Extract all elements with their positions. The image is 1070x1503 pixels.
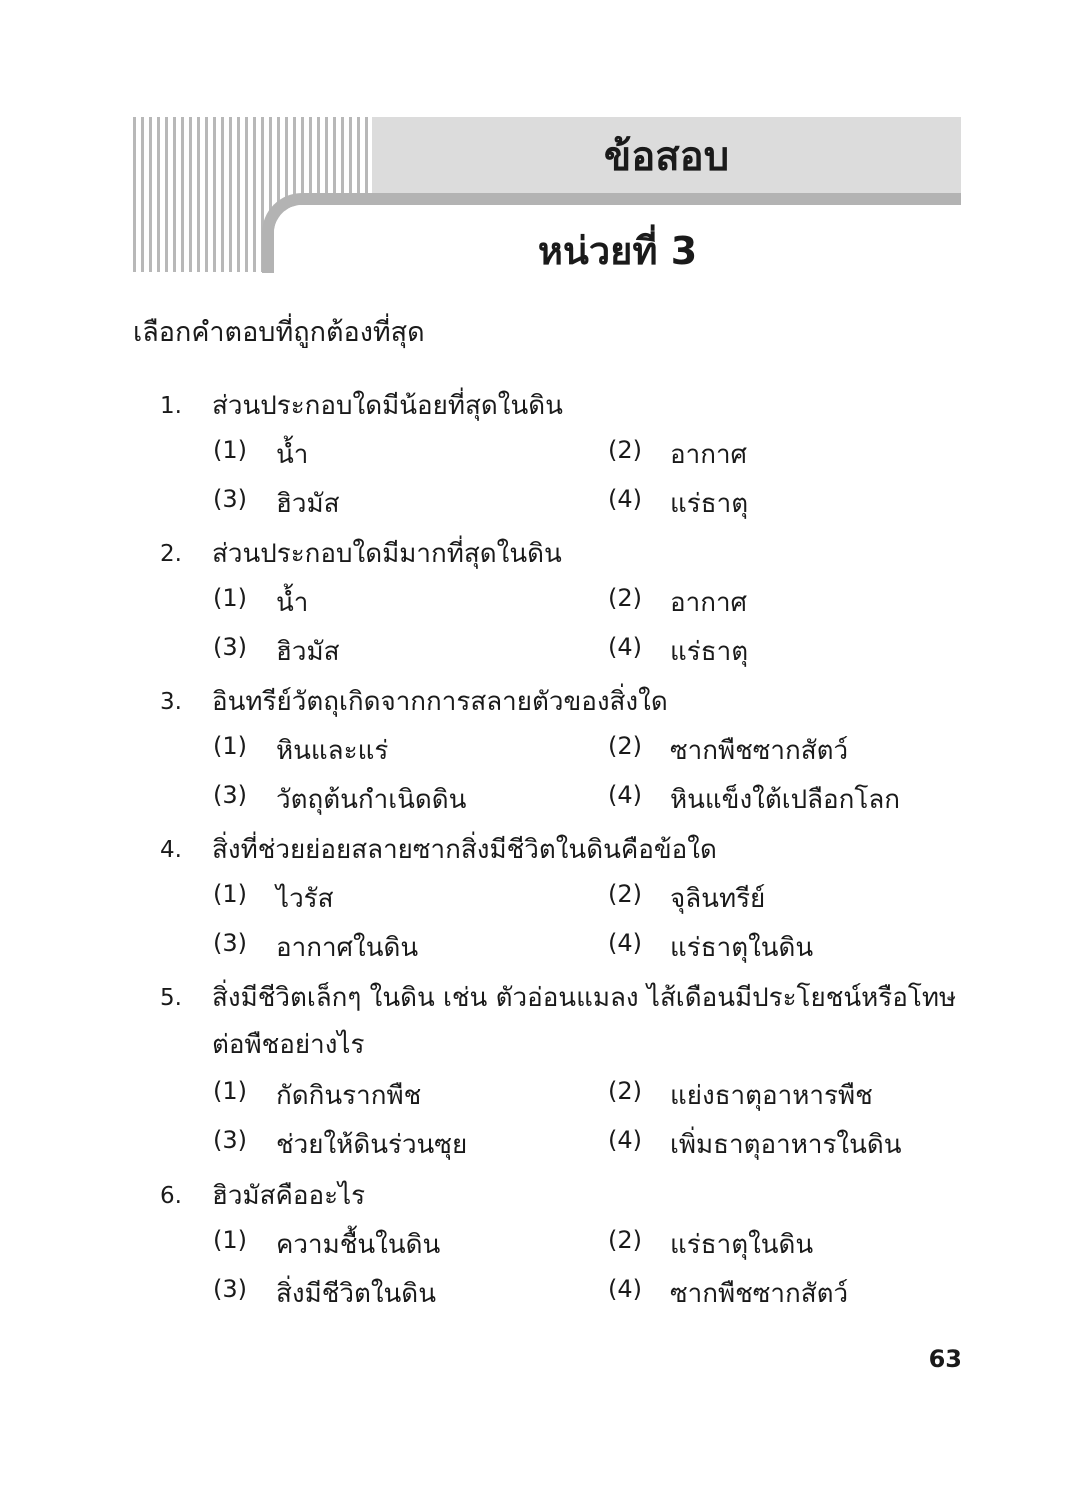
option-number: (2): [608, 1077, 642, 1105]
option-number: (4): [608, 781, 642, 809]
option-text: ฮิวมัส: [276, 489, 340, 519]
option-text: แร่ธาตุ: [670, 637, 749, 667]
unit-subtitle: หน่วยที่ 3: [537, 228, 698, 273]
question-text: สิ่งมีชีวิตเล็กๆ ในดิน เช่น ตัวอ่อนแมลง ไส้เดือนมีประโยชน์หรือโทษ: [212, 983, 957, 1013]
option-text: ช่วยให้ดินร่วนซุย: [276, 1130, 468, 1160]
question-text: อินทรีย์วัตถุเกิดจากการสลายตัวของสิ่งใด: [212, 687, 668, 717]
option-number: (1): [213, 732, 247, 760]
option-number: (4): [608, 1126, 642, 1154]
option-number: (2): [608, 732, 642, 760]
option-text: หินแข็งใต้เปลือกโลก: [670, 785, 901, 815]
option-number: (2): [608, 436, 642, 464]
option-number: (2): [608, 880, 642, 908]
option-text: แย่งธาตุอาหารพืช: [670, 1081, 873, 1111]
option-text: ซากพืชซากสัตว์: [670, 736, 849, 766]
option-number: (4): [608, 929, 642, 957]
option-text: น้ำ: [276, 588, 309, 618]
option-text: เพิ่มธาตุอาหารในดิน: [670, 1130, 902, 1160]
option-text: แร่ธาตุในดิน: [670, 1230, 814, 1260]
option-number: (4): [608, 1275, 642, 1303]
option-number: (3): [213, 633, 247, 661]
option-number: (3): [213, 1126, 247, 1154]
option-text: วัตถุต้นกำเนิดดิน: [276, 785, 467, 815]
option-number: (4): [608, 633, 642, 661]
question-number: 6.: [160, 1183, 182, 1209]
option-number: (3): [213, 929, 247, 957]
option-number: (3): [213, 485, 247, 513]
option-text: กัดกินรากพืช: [276, 1081, 422, 1111]
option-number: (1): [213, 436, 247, 464]
question-number: 3.: [160, 689, 182, 715]
question-text: ส่วนประกอบใดมีมากที่สุดในดิน: [212, 539, 562, 569]
option-text: อากาศในดิน: [276, 933, 419, 963]
option-number: (3): [213, 781, 247, 809]
option-number: (3): [213, 1275, 247, 1303]
option-number: (1): [213, 584, 247, 612]
option-number: (1): [213, 880, 247, 908]
question-number: 4.: [160, 837, 182, 863]
option-text: ไวรัส: [276, 884, 334, 914]
option-number: (1): [213, 1077, 247, 1105]
question-number: 2.: [160, 541, 182, 567]
option-number: (4): [608, 485, 642, 513]
option-text: อากาศ: [670, 440, 748, 470]
option-number: (2): [608, 1226, 642, 1254]
option-text: จุลินทรีย์: [670, 884, 766, 914]
question-text-continued: ต่อพืชอย่างไร: [212, 1030, 365, 1060]
option-text: แร่ธาตุ: [670, 489, 749, 519]
page-title: ข้อสอบ: [603, 134, 730, 180]
question-text: สิ่งที่ช่วยย่อยสลายซากสิ่งมีชีวิตในดินคือข้อใด: [212, 835, 717, 865]
option-text: ฮิวมัส: [276, 637, 340, 667]
option-text: ความชื้นในดิน: [276, 1230, 441, 1260]
option-text: หินและแร่: [276, 736, 389, 766]
instruction-text: เลือกคำตอบที่ถูกต้องที่สุด: [133, 317, 425, 348]
option-number: (2): [608, 584, 642, 612]
page-number: 63: [928, 1345, 962, 1373]
option-number: (1): [213, 1226, 247, 1254]
option-text: แร่ธาตุในดิน: [670, 933, 814, 963]
option-text: ซากพืชซากสัตว์: [670, 1279, 849, 1309]
option-text: สิ่งมีชีวิตในดิน: [276, 1279, 436, 1309]
question-text: ฮิวมัสคืออะไร: [212, 1181, 366, 1211]
option-text: น้ำ: [276, 440, 309, 470]
question-number: 1.: [160, 393, 182, 419]
option-text: อากาศ: [670, 588, 748, 618]
question-number: 5.: [160, 985, 182, 1011]
question-text: ส่วนประกอบใดมีน้อยที่สุดในดิน: [212, 391, 563, 421]
